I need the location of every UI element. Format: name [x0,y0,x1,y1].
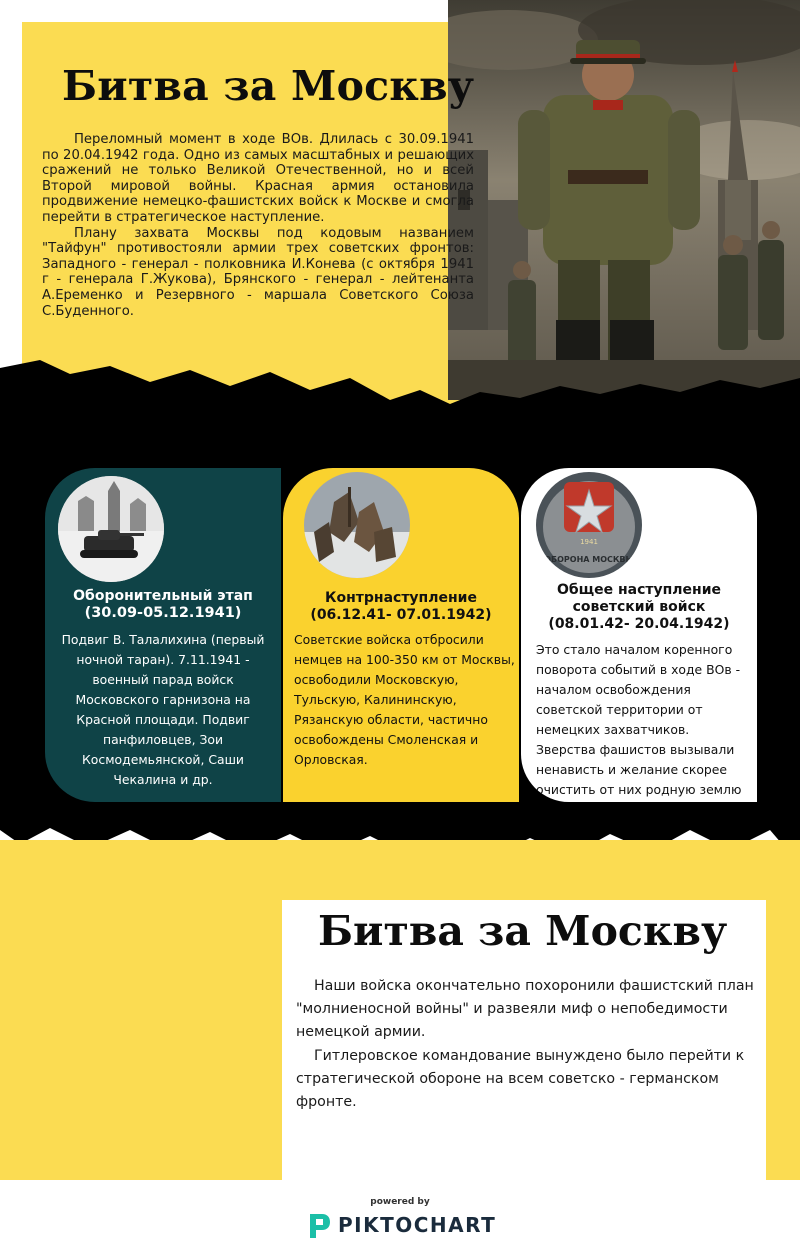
medal-year-text: 1941 [580,538,598,546]
card-title [283,590,519,624]
tank-parade-image [58,476,164,582]
powered-by-label: powered by [370,1197,430,1207]
card-title-line: Оборонительный этап [73,588,253,604]
card-title [521,582,757,633]
card-body: Это стало началом коренного поворота событий в ходе ВОв - началом освобождения советской территории от немецких захватчиков. Зверства фашистов вызывали ненависть и желание скорее очистить от них родную землю [536,642,742,797]
card-title-dates: (30.09-05.12.1941) [84,605,242,621]
conclusion-title: Битва за Москву [318,907,728,955]
card-title-line: советский войск [572,599,706,615]
conclusion-text [296,975,758,1114]
medal-inscription-text: ОБОРОНА МОСКВЫ [544,555,634,564]
card-body: Советские войска отбросили немцев на 100-350 км от Москвы, освободили Московскую, Тульскую, Калининскую, Рязанскую области, частично освобождены Смоленская и Орловская. [294,632,515,767]
intro-paragraph: Переломный момент в ходе ВОв. Длилась с 30.09.1941 по 20.04.1942 года. Одно из самых масштабных и решающих сражений не только Великой Отечественной, но и всей Второй мировой войны. Красная армия остановила продвижение немецко-фашистских войск к Москве и смогла перейти в стратегическое наступление. [42,132,474,225]
card-title [45,588,281,622]
conclusion-paragraph: Наши войска окончательно похоронили фашистский план "молниеносной войны" и развеяли миф о непобедимости немецкой армии. [296,978,754,1041]
card-title-dates: (08.01.42- 20.04.1942) [548,616,730,632]
card-title-dates: (06.12.41- 07.01.1942) [310,607,492,623]
conclusion-paragraph: Гитлеровское командование вынуждено было перейти к стратегической обороне на всем советско - германском фронте. [296,1047,745,1111]
card-defense-stage [45,468,281,802]
battle-painting-image [304,472,410,578]
defense-medal-image [536,472,642,578]
intro-text [42,132,474,319]
piktochart-logo[interactable] [306,1211,506,1241]
card-body: Подвиг В. Талалихина (первый ночной таран). 7.11.1941 - военный парад войск Московского гарнизона на Красной площади. Подвиг панфиловцев, Зои Космодемьянской, Саши Чекалина и др. [61,632,265,787]
card-general-offensive [521,468,757,802]
hero-soldier-image [448,0,800,400]
brand-name: PIKTOCHART [338,1213,497,1237]
card-title-line: Общее наступление [556,582,722,598]
card-counteroffensive [283,468,519,802]
intro-paragraph: Плану захвата Москвы под кодовым названием "Тайфун" противостояли армии трех советских фронтов: Западного - генерал - полковника И.Конева (с октября 1941 г - генерала Г.Жукова), Брянского - генерал - лейтенанта А.Еременко и Резервного - маршала Советского Союза С.Буденного. [42,225,474,319]
piktochart-icon [306,1212,332,1240]
page-title: Битва за Москву [62,62,475,110]
card-title-line: Контрнаступление [325,590,477,606]
